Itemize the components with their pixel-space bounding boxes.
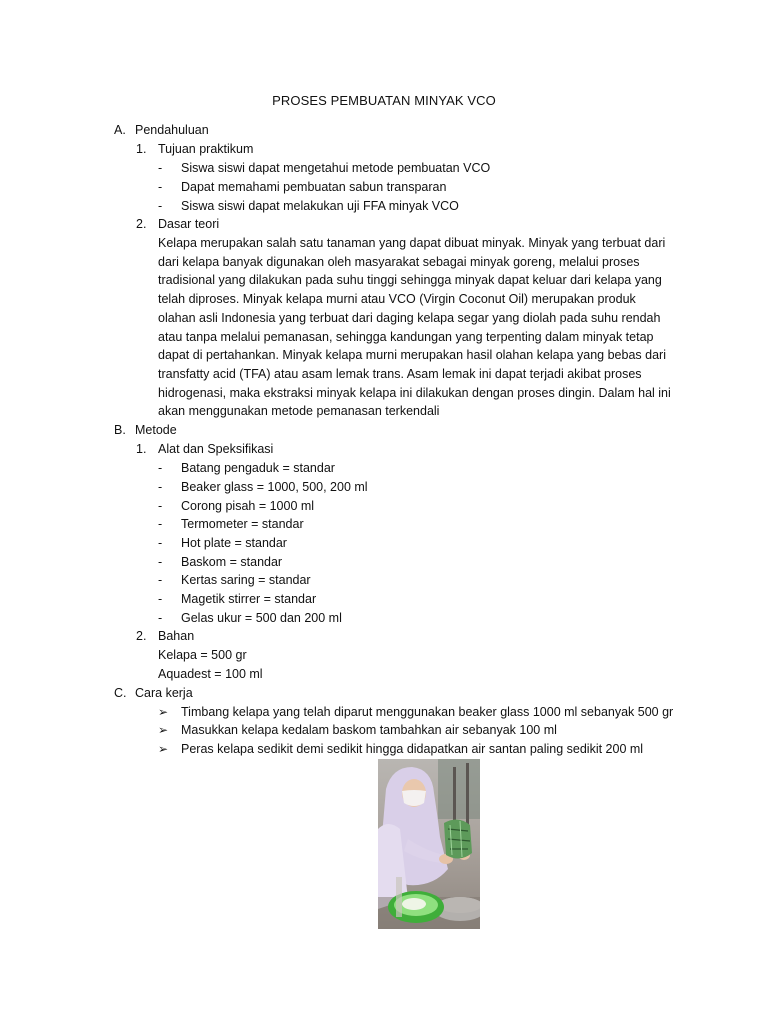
section-c-letter: C. xyxy=(114,686,127,700)
list-item: Corong pisah = 1000 ml xyxy=(181,499,315,513)
step-item: Masukkan kelapa kedalam baskom tambahkan air sebanyak 100 ml xyxy=(181,723,557,737)
paragraph-line: transfatty acid (TFA) atau asam lemak trans. Asam lemak ini dapat terjadi akibat proses xyxy=(158,366,642,381)
paragraph-line: telah diproses. Minyak kelapa murni atau VCO (Virgin Coconut Oil) merupakan produk xyxy=(158,292,636,307)
section-a-heading: Pendahuluan xyxy=(135,123,209,137)
section-b1-heading: Alat dan Speksifikasi xyxy=(158,442,274,456)
process-photo xyxy=(378,759,480,929)
list-item: Dapat memahami pembuatan sabun transparan xyxy=(181,180,447,194)
list-dash: - xyxy=(158,499,163,513)
section-b-heading: Metode xyxy=(135,423,177,437)
photo-illustration xyxy=(378,759,480,929)
list-dash: - xyxy=(158,555,163,569)
list-item: Termometer = standar xyxy=(181,517,304,531)
list-dash: - xyxy=(158,611,163,625)
paragraph-line: dari kelapa banyak digunakan oleh masyarakat sebagai minyak goreng, melalui proses xyxy=(158,254,640,269)
list-item: Baskom = standar xyxy=(181,555,283,569)
material-line: Aquadest = 100 ml xyxy=(158,667,263,681)
list-item: Siswa siswi dapat melakukan uji FFA minyak VCO xyxy=(181,199,459,213)
theory-paragraph xyxy=(158,234,678,421)
list-item: Gelas ukur = 500 dan 200 ml xyxy=(181,611,342,625)
list-item: Siswa siswi dapat mengetahui metode pembuatan VCO xyxy=(181,161,491,175)
section-a2-number: 2. xyxy=(136,217,147,231)
section-b2-heading: Bahan xyxy=(158,629,195,643)
step-item: Timbang kelapa yang telah diparut menggunakan beaker glass 1000 ml sebanyak 500 gr xyxy=(181,705,674,719)
list-item: Beaker glass = 1000, 500, 200 ml xyxy=(181,480,368,494)
list-dash: - xyxy=(158,161,163,175)
section-a2-heading: Dasar teori xyxy=(158,217,220,231)
list-dash: - xyxy=(158,592,163,606)
paragraph-line: Kelapa merupakan salah satu tanaman yang dapat dibuat minyak. Minyak yang terbuat dari xyxy=(158,236,666,250)
list-item: Hot plate = standar xyxy=(181,536,287,550)
section-a-letter: A. xyxy=(114,123,126,137)
section-a1-number: 1. xyxy=(136,142,147,156)
list-dash: - xyxy=(158,199,163,213)
paragraph-line: hidrogenasi, maka ekstraksi minyak kelapa ini dilakukan dengan proses dingin. Dalam hal ini xyxy=(158,385,671,400)
section-a1-heading: Tujuan praktikum xyxy=(158,142,254,156)
paragraph-line: atau tanpa melalui pemanasan, sehingga kandungan yang terpenting dalam minyak tetap xyxy=(158,329,654,344)
document-title: PROSES PEMBUATAN MINYAK VCO xyxy=(272,93,496,108)
list-dash: - xyxy=(158,573,163,587)
step-item: Peras kelapa sedikit demi sedikit hingga didapatkan air santan paling sedikit 200 ml xyxy=(181,742,644,756)
paragraph-line: olahan asli Indonesia yang terbuat dari daging kelapa segar yang diolah pada suhu rendah xyxy=(158,310,661,325)
material-line: Kelapa = 500 gr xyxy=(158,648,247,662)
arrow-bullet-icon: ➢ xyxy=(158,723,169,737)
list-item: Magetik stirrer = standar xyxy=(181,592,317,606)
arrow-bullet-icon: ➢ xyxy=(158,705,169,719)
paragraph-line: dapat di pertahankan. Minyak kelapa murni merupakan hasil olahan kelapa yang bebas dari xyxy=(158,348,666,363)
section-b-letter: B. xyxy=(114,423,126,437)
list-item: Batang pengaduk = standar xyxy=(181,461,335,475)
list-dash: - xyxy=(158,517,163,531)
list-dash: - xyxy=(158,480,163,494)
paragraph-line: akan menggunakan metode pemanasan terkendali xyxy=(158,404,440,419)
list-dash: - xyxy=(158,536,163,550)
section-b2-number: 2. xyxy=(136,629,147,643)
section-c-heading: Cara kerja xyxy=(135,686,193,700)
list-item: Kertas saring = standar xyxy=(181,573,311,587)
paragraph-line: tradisional yang dilakukan pada suhu tinggi sehingga minyak dapat keluar dari kelapa yang xyxy=(158,273,662,288)
list-dash: - xyxy=(158,180,163,194)
arrow-bullet-icon: ➢ xyxy=(158,742,169,756)
section-b1-number: 1. xyxy=(136,442,147,456)
list-dash: - xyxy=(158,461,163,475)
